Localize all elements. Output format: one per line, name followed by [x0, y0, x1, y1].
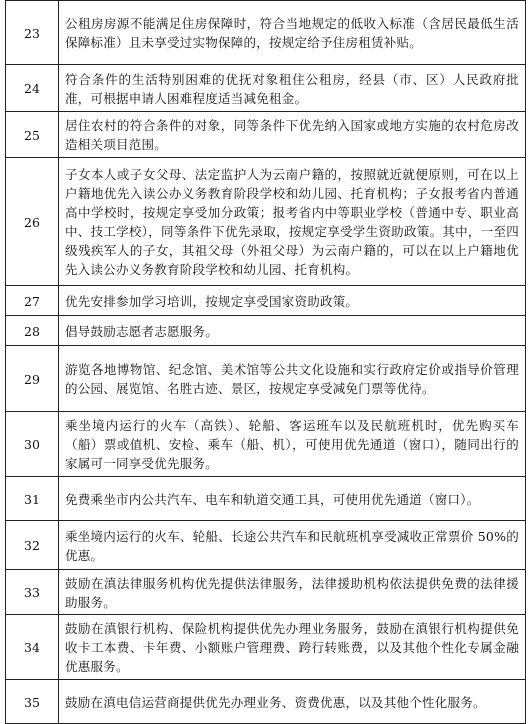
- row-text: 乘坐境内运行的火车（高铁）、轮船、客运班车以及民航班机时，优先购买车（船）票或值机、安检、乘车（船、机），可使用优先通道（窗口），随同出行的家属可一同享受优先服务。: [59, 412, 526, 477]
- row-text: 游览各地博物馆、纪念馆、美术馆等公共文化设施和实行政府定价或指导价管理的公园、展览馆、名胜古迹、景区，按规定享受减免门票等优待。: [59, 346, 526, 412]
- row-text: 鼓励在滇法律服务机构优先提供法律服务，法律援助机构依法提供免费的法律援助服务。: [59, 570, 526, 615]
- row-text: 鼓励在滇电信运营商提供优先办理业务、资费优惠，以及其他个性化服务。: [59, 680, 526, 724]
- table-row: [6, 346, 526, 412]
- table-row: [6, 680, 526, 724]
- row-number: 31: [6, 477, 59, 521]
- row-text: 乘坐境内运行的火车、轮船、长途公共汽车和民航班机享受减收正常票价 50%的优惠。: [59, 521, 526, 570]
- row-text: 居住农村的符合条件的对象，同等条件下优先纳入国家或地方实施的农村危房改造相关项目范围。: [59, 112, 526, 158]
- table-row: [6, 521, 526, 570]
- row-text: 子女本人或子女父母、法定监护人为云南户籍的，按照就近就便原则，可在以上户籍地优先入读公办义务教育阶段学校和幼儿园、托育机构；子女报考省内普通高中学校时，按规定享受加分政策；报考省内中等职业学校（普通中专、职业高中、技工学校），同等条件下优先录取，按规定享受学生资助政策。其中，一至四级残疾军人的子女，其祖父母（外祖父母）为云南户籍的，可以在以上户籍地优先入读公办义务教育阶段学校和幼儿园、托育机构。: [59, 158, 526, 286]
- row-text: 免费乘坐市内公共汽车、电车和轨道交通工具，可使用优先通道（窗口）。: [59, 477, 526, 521]
- policy-table-body: [6, 1, 526, 724]
- row-number: 33: [6, 570, 59, 615]
- row-text: 公租房房源不能满足住房保障时，符合当地规定的低收入标准（含居民最低生活保障标准）且未享受过实物保障的，按规定给予住房租赁补贴。: [59, 1, 526, 65]
- table-row: [6, 570, 526, 615]
- table-row: [6, 412, 526, 477]
- row-number: 27: [6, 286, 59, 316]
- table-row: [6, 286, 526, 316]
- row-number: 28: [6, 316, 59, 346]
- row-number: 32: [6, 521, 59, 570]
- table-row: [6, 112, 526, 158]
- row-number: 30: [6, 412, 59, 477]
- row-number: 26: [6, 158, 59, 286]
- row-number: 23: [6, 1, 59, 65]
- policy-table: [5, 0, 526, 724]
- table-row: [6, 65, 526, 112]
- row-text: 符合条件的生活特别困难的优抚对象租住公租房，经县（市、区）人民政府批准，可根据申请人困难程度适当减免租金。: [59, 65, 526, 112]
- row-text: 优先安排参加学习培训，按规定享受国家资助政策。: [59, 286, 526, 316]
- row-text: 倡导鼓励志愿者志愿服务。: [59, 316, 526, 346]
- row-number: 24: [6, 65, 59, 112]
- table-row: [6, 477, 526, 521]
- table-row: [6, 1, 526, 65]
- row-number: 35: [6, 680, 59, 724]
- row-number: 25: [6, 112, 59, 158]
- table-row: [6, 316, 526, 346]
- row-text: 鼓励在滇银行机构、保险机构提供优先办理业务服务，鼓励在滇银行机构提供免收卡工本费、卡年费、小额账户管理费、跨行转账费，以及其他个性化专属金融优惠服务。: [59, 615, 526, 680]
- table-row: [6, 158, 526, 286]
- table-row: [6, 615, 526, 680]
- row-number: 29: [6, 346, 59, 412]
- row-number: 34: [6, 615, 59, 680]
